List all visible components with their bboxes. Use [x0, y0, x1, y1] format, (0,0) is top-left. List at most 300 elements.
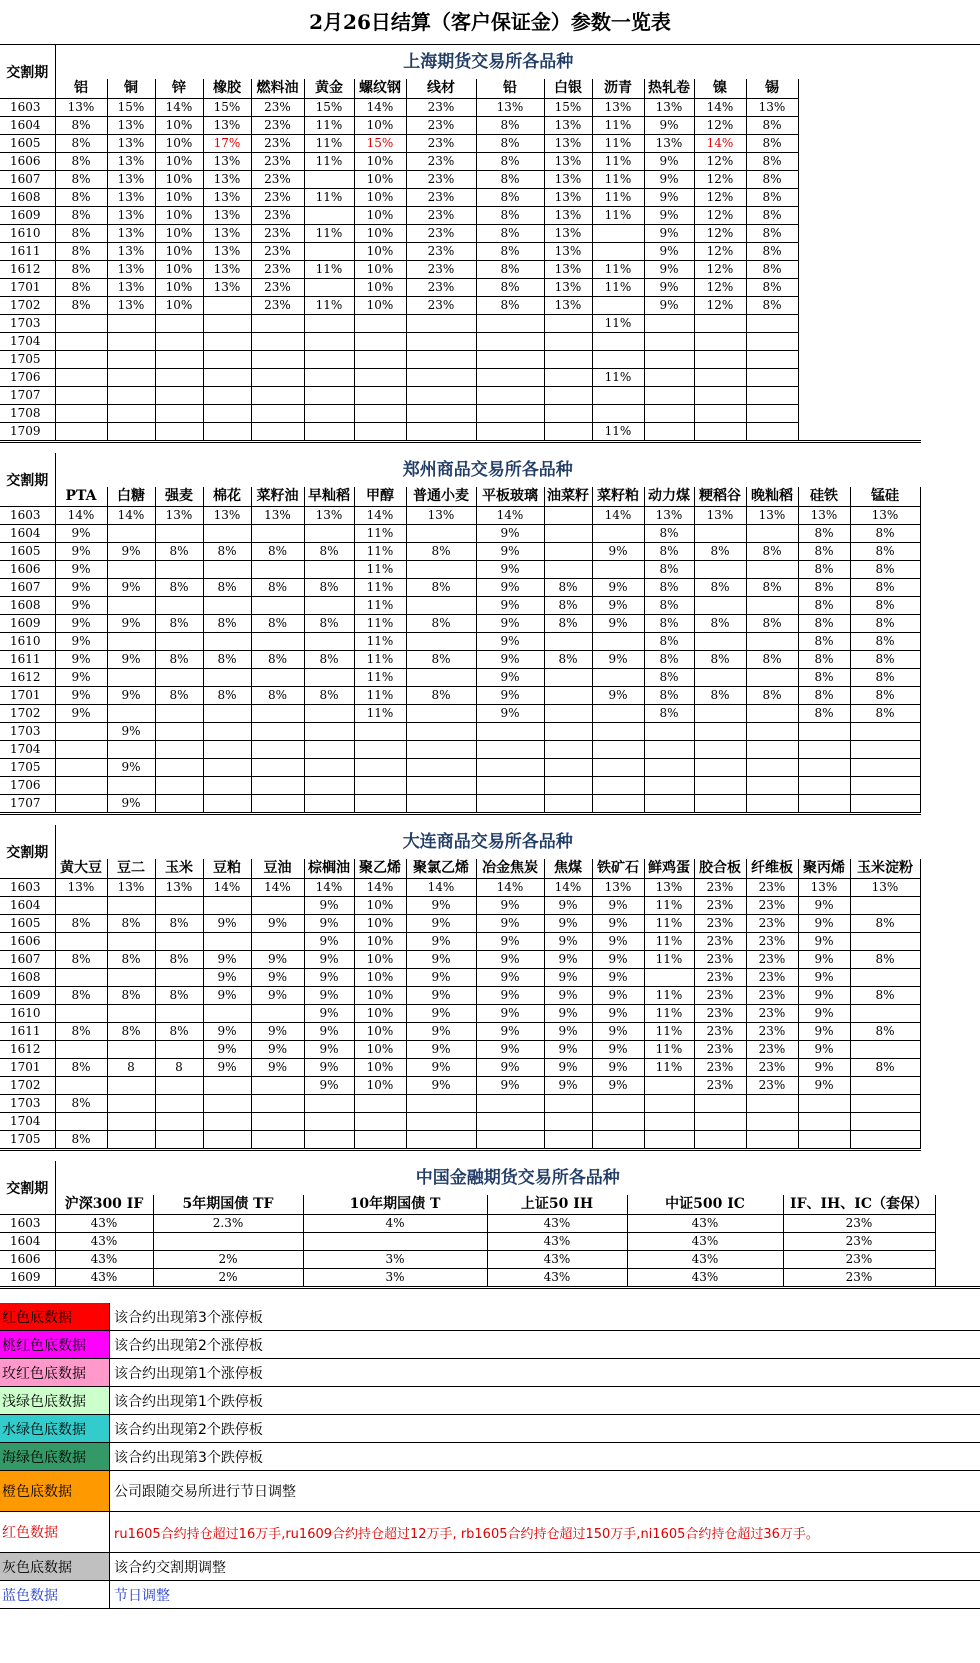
margin-cell [406, 777, 476, 795]
czce-body [0, 507, 920, 814]
margin-cell: 12% [694, 153, 746, 171]
margin-cell: 8% [798, 633, 850, 651]
margin-cell [644, 741, 694, 759]
margin-cell [798, 777, 850, 795]
period-cell: 1606 [0, 933, 55, 951]
margin-cell: 13% [544, 279, 592, 297]
margin-cell: 11% [304, 261, 354, 279]
margin-cell [107, 897, 155, 915]
margin-cell: 11% [354, 669, 406, 687]
margin-cell: 43% [487, 1269, 627, 1288]
margin-cell: 8% [746, 261, 798, 279]
column-header: 锰硅 [850, 487, 920, 507]
margin-cell: 8% [55, 951, 107, 969]
table-row [0, 687, 920, 705]
margin-cell: 23% [694, 951, 746, 969]
column-header-row [0, 79, 921, 99]
margin-cell: 11% [644, 933, 694, 951]
margin-cell: 10% [155, 171, 203, 189]
period-cell: 1701 [0, 687, 55, 705]
margin-cell: 13% [746, 507, 798, 525]
margin-cell [544, 705, 592, 723]
margin-cell: 23% [694, 1059, 746, 1077]
margin-cell [798, 1113, 850, 1131]
period-cell: 1703 [0, 315, 55, 333]
margin-cell [155, 1113, 203, 1131]
margin-cell: 8% [644, 561, 694, 579]
margin-cell: 8% [55, 261, 107, 279]
margin-cell: 9% [406, 1059, 476, 1077]
table-row [0, 723, 920, 741]
table-row [0, 507, 920, 525]
table-row [0, 951, 920, 969]
column-header: PTA [55, 487, 107, 507]
margin-cell [354, 741, 406, 759]
margin-cell: 9% [544, 1005, 592, 1023]
margin-cell: 8% [107, 1023, 155, 1041]
margin-cell [304, 279, 354, 297]
margin-cell [155, 897, 203, 915]
margin-cell [155, 351, 203, 369]
margin-cell: 9% [592, 1041, 644, 1059]
margin-cell [107, 969, 155, 987]
table-row [0, 897, 920, 915]
margin-cell: 9% [544, 915, 592, 933]
margin-cell: 13% [644, 135, 694, 153]
margin-cell: 8% [544, 579, 592, 597]
column-header: 粳稻谷 [694, 487, 746, 507]
table-row [0, 669, 920, 687]
column-header: 热轧卷 [644, 79, 694, 99]
period-cell: 1611 [0, 651, 55, 669]
period-cell: 1611 [0, 1023, 55, 1041]
margin-cell [304, 741, 354, 759]
margin-cell [694, 525, 746, 543]
margin-cell: 11% [592, 153, 644, 171]
period-cell: 1608 [0, 189, 55, 207]
margin-cell [155, 369, 203, 387]
margin-cell: 13% [694, 507, 746, 525]
margin-cell: 8% [476, 117, 544, 135]
table-row [0, 1041, 920, 1059]
margin-cell: 2% [153, 1269, 303, 1288]
margin-cell [592, 1095, 644, 1113]
margin-cell: 8% [55, 1131, 107, 1150]
period-cell: 1607 [0, 171, 55, 189]
margin-cell [544, 687, 592, 705]
margin-cell [644, 795, 694, 814]
margin-cell [406, 795, 476, 814]
margin-cell: 8% [203, 543, 251, 561]
column-header: 冶金焦炭 [476, 859, 544, 879]
margin-cell [850, 1041, 920, 1059]
margin-cell: 13% [203, 189, 251, 207]
margin-cell: 23% [406, 153, 476, 171]
margin-cell: 2.3% [153, 1215, 303, 1233]
margin-cell: 15% [107, 99, 155, 117]
margin-cell: 9% [592, 951, 644, 969]
margin-cell: 9% [107, 723, 155, 741]
margin-cell: 8% [850, 597, 920, 615]
margin-cell [55, 969, 107, 987]
margin-cell: 9% [476, 651, 544, 669]
margin-cell: 8% [55, 915, 107, 933]
margin-cell: 12% [694, 189, 746, 207]
margin-cell: 9% [644, 171, 694, 189]
margin-cell: 43% [627, 1233, 783, 1251]
margin-cell [850, 897, 920, 915]
margin-cell [304, 315, 354, 333]
margin-cell: 9% [406, 897, 476, 915]
margin-cell [644, 777, 694, 795]
period-cell: 1604 [0, 117, 55, 135]
margin-cell [544, 1131, 592, 1150]
margin-cell: 15% [304, 99, 354, 117]
margin-cell: 8% [746, 297, 798, 315]
margin-cell: 13% [107, 297, 155, 315]
margin-cell: 8% [476, 171, 544, 189]
margin-cell: 23% [251, 207, 304, 225]
margin-cell: 10% [354, 1077, 406, 1095]
margin-cell: 8% [476, 261, 544, 279]
margin-cell: 13% [107, 261, 155, 279]
margin-cell: 9% [304, 933, 354, 951]
margin-cell: 9% [476, 705, 544, 723]
table-row [0, 1023, 920, 1041]
margin-cell: 9% [476, 615, 544, 633]
margin-cell: 23% [694, 987, 746, 1005]
margin-cell [406, 351, 476, 369]
margin-cell: 9% [592, 597, 644, 615]
legend-swatch: 灰色底数据 [0, 1553, 110, 1581]
margin-cell: 13% [544, 189, 592, 207]
margin-cell: 13% [203, 153, 251, 171]
table-row [0, 135, 921, 153]
margin-cell: 11% [354, 705, 406, 723]
column-header: 上证50 IH [487, 1195, 627, 1215]
margin-cell: 13% [203, 117, 251, 135]
margin-cell: 23% [694, 1077, 746, 1095]
margin-cell [476, 423, 544, 442]
margin-cell: 43% [55, 1215, 153, 1233]
margin-cell: 9% [107, 795, 155, 814]
margin-cell: 23% [406, 207, 476, 225]
margin-cell [354, 369, 406, 387]
legend-swatch: 水绿色底数据 [0, 1415, 110, 1443]
margin-cell: 11% [304, 297, 354, 315]
margin-cell [592, 669, 644, 687]
period-cell: 1604 [0, 525, 55, 543]
margin-cell [544, 759, 592, 777]
margin-cell [592, 795, 644, 814]
margin-cell: 43% [627, 1251, 783, 1269]
margin-cell: 9% [592, 933, 644, 951]
margin-cell: 9% [304, 987, 354, 1005]
margin-cell: 8% [694, 651, 746, 669]
exchange-row [0, 825, 920, 859]
margin-cell: 10% [354, 189, 406, 207]
margin-cell [798, 723, 850, 741]
margin-cell: 13% [544, 117, 592, 135]
table-row [0, 1251, 980, 1269]
margin-cell [644, 1131, 694, 1150]
margin-cell: 9% [55, 687, 107, 705]
margin-cell [644, 1095, 694, 1113]
margin-cell: 13% [107, 153, 155, 171]
margin-cell: 12% [694, 207, 746, 225]
margin-cell [746, 369, 798, 387]
margin-cell: 13% [544, 243, 592, 261]
column-header: 甲醇 [354, 487, 406, 507]
margin-cell: 13% [746, 99, 798, 117]
margin-cell: 43% [627, 1269, 783, 1288]
margin-cell: 8% [746, 687, 798, 705]
margin-cell [155, 633, 203, 651]
margin-cell: 13% [107, 117, 155, 135]
period-cell: 1702 [0, 1077, 55, 1095]
margin-cell [354, 351, 406, 369]
margin-cell: 8% [850, 687, 920, 705]
margin-cell [55, 1005, 107, 1023]
margin-cell: 8% [251, 687, 304, 705]
margin-cell [694, 759, 746, 777]
margin-cell: 8% [406, 687, 476, 705]
column-header: 玉米淀粉 [850, 859, 920, 879]
margin-cell: 9% [592, 1005, 644, 1023]
margin-cell: 13% [850, 507, 920, 525]
margin-cell: 8% [746, 135, 798, 153]
margin-cell: 9% [476, 687, 544, 705]
margin-cell: 9% [544, 987, 592, 1005]
margin-cell: 13% [850, 879, 920, 897]
period-cell: 1701 [0, 279, 55, 297]
margin-cell: 15% [203, 99, 251, 117]
margin-cell: 13% [544, 207, 592, 225]
margin-cell [55, 405, 107, 423]
margin-cell [354, 1095, 406, 1113]
margin-cell [251, 1095, 304, 1113]
exchange-name: 大连商品交易所各品种 [402, 832, 573, 852]
margin-cell: 11% [592, 423, 644, 442]
table-row [0, 633, 920, 651]
table-row [0, 777, 920, 795]
dce-table [0, 825, 921, 1151]
margin-cell: 11% [592, 117, 644, 135]
margin-cell: 10% [354, 225, 406, 243]
column-header: 沥青 [592, 79, 644, 99]
margin-cell [694, 405, 746, 423]
margin-cell [251, 933, 304, 951]
margin-cell [592, 741, 644, 759]
table-row [0, 117, 921, 135]
column-header-row [0, 487, 920, 507]
margin-cell: 17% [203, 135, 251, 153]
legend-row [0, 1553, 980, 1581]
margin-cell [55, 1077, 107, 1095]
margin-cell: 14% [55, 507, 107, 525]
margin-cell: 23% [251, 297, 304, 315]
table-row [0, 1269, 980, 1288]
table-row [0, 333, 921, 351]
margin-cell: 4% [303, 1215, 487, 1233]
period-cell: 1603 [0, 879, 55, 897]
margin-cell [746, 777, 798, 795]
margin-cell [406, 315, 476, 333]
margin-cell: 9% [644, 117, 694, 135]
margin-cell: 10% [354, 117, 406, 135]
margin-cell: 9% [592, 1023, 644, 1041]
margin-cell: 8% [203, 579, 251, 597]
margin-cell [203, 423, 251, 442]
margin-cell: 10% [354, 243, 406, 261]
margin-cell: 8% [55, 243, 107, 261]
margin-cell [203, 297, 251, 315]
exchange-row [0, 453, 920, 487]
margin-cell: 9% [55, 561, 107, 579]
margin-cell: 8% [406, 543, 476, 561]
margin-cell: 8% [55, 297, 107, 315]
margin-cell: 8% [644, 543, 694, 561]
column-header: 硅铁 [798, 487, 850, 507]
margin-cell [155, 597, 203, 615]
legend-swatch: 红色底数据 [0, 1303, 110, 1331]
period-cell: 1608 [0, 597, 55, 615]
margin-cell [544, 405, 592, 423]
margin-cell [107, 1005, 155, 1023]
margin-cell [592, 333, 644, 351]
margin-cell: 13% [476, 99, 544, 117]
margin-cell: 23% [746, 1005, 798, 1023]
margin-cell: 13% [55, 879, 107, 897]
margin-cell: 10% [155, 117, 203, 135]
margin-cell: 13% [107, 171, 155, 189]
margin-cell: 13% [107, 279, 155, 297]
margin-cell [304, 759, 354, 777]
margin-cell [476, 723, 544, 741]
table-row [0, 171, 921, 189]
margin-cell [304, 525, 354, 543]
margin-cell [153, 1233, 303, 1251]
margin-cell [55, 933, 107, 951]
margin-cell: 8% [746, 543, 798, 561]
margin-cell: 9% [107, 687, 155, 705]
margin-cell: 9% [251, 951, 304, 969]
margin-cell [850, 1131, 920, 1150]
margin-cell: 23% [251, 117, 304, 135]
margin-cell [544, 525, 592, 543]
dce-body [0, 879, 920, 1150]
margin-cell: 23% [694, 933, 746, 951]
exchange-row [0, 45, 921, 79]
margin-cell [798, 795, 850, 814]
margin-cell [406, 405, 476, 423]
margin-cell [304, 633, 354, 651]
margin-cell: 8% [746, 615, 798, 633]
margin-cell: 23% [406, 261, 476, 279]
table-row [0, 1131, 920, 1150]
period-cell: 1612 [0, 669, 55, 687]
legend-row [0, 1387, 980, 1415]
margin-cell [798, 1131, 850, 1150]
margin-cell: 8% [155, 687, 203, 705]
margin-cell [544, 507, 592, 525]
margin-cell: 8% [476, 153, 544, 171]
section-gap [0, 443, 980, 453]
margin-cell: 9% [544, 969, 592, 987]
margin-cell: 8% [203, 687, 251, 705]
margin-cell [155, 423, 203, 442]
margin-cell [644, 1077, 694, 1095]
margin-cell: 9% [798, 951, 850, 969]
margin-cell: 13% [644, 879, 694, 897]
margin-cell: 8% [544, 597, 592, 615]
period-cell: 1608 [0, 969, 55, 987]
period-cell: 1609 [0, 1269, 55, 1288]
margin-cell: 9% [476, 1041, 544, 1059]
margin-cell [55, 777, 107, 795]
margin-cell: 9% [107, 651, 155, 669]
margin-cell: 9% [544, 1023, 592, 1041]
margin-cell [304, 243, 354, 261]
margin-cell [354, 405, 406, 423]
margin-cell [354, 777, 406, 795]
margin-cell [354, 387, 406, 405]
margin-cell: 10% [354, 1023, 406, 1041]
margin-cell: 23% [694, 1041, 746, 1059]
period-cell: 1612 [0, 261, 55, 279]
margin-cell: 9% [203, 1023, 251, 1041]
margin-cell: 12% [694, 261, 746, 279]
margin-cell: 9% [592, 1059, 644, 1077]
margin-cell [203, 525, 251, 543]
legend-row [0, 1471, 980, 1512]
legend-swatch: 蓝色数据 [0, 1581, 110, 1609]
margin-cell: 23% [694, 915, 746, 933]
margin-cell [592, 297, 644, 315]
margin-cell [251, 741, 304, 759]
margin-cell [107, 369, 155, 387]
legend-text: 该合约出现第3个涨停板 [110, 1303, 980, 1331]
margin-cell [155, 723, 203, 741]
margin-cell [107, 525, 155, 543]
margin-cell [304, 669, 354, 687]
margin-cell: 8% [155, 1023, 203, 1041]
margin-cell: 8% [798, 561, 850, 579]
margin-cell: 8% [107, 951, 155, 969]
margin-cell: 8% [746, 225, 798, 243]
shfe-table [0, 45, 921, 443]
period-cell: 1610 [0, 225, 55, 243]
margin-cell [251, 723, 304, 741]
table-row [0, 99, 921, 117]
column-header: 10年期国债 T [303, 1195, 487, 1215]
margin-cell [155, 525, 203, 543]
column-header: 鲜鸡蛋 [644, 859, 694, 879]
period-cell: 1705 [0, 759, 55, 777]
margin-cell: 23% [746, 915, 798, 933]
margin-cell: 8% [55, 153, 107, 171]
margin-cell: 9% [406, 1041, 476, 1059]
margin-cell: 13% [55, 99, 107, 117]
margin-cell: 8% [155, 951, 203, 969]
margin-cell: 9% [476, 525, 544, 543]
legend-text: 该合约出现第2个涨停板 [110, 1331, 980, 1359]
margin-cell: 9% [304, 915, 354, 933]
period-cell: 1607 [0, 951, 55, 969]
margin-cell: 15% [544, 99, 592, 117]
margin-cell: 8% [644, 669, 694, 687]
margin-cell [107, 387, 155, 405]
